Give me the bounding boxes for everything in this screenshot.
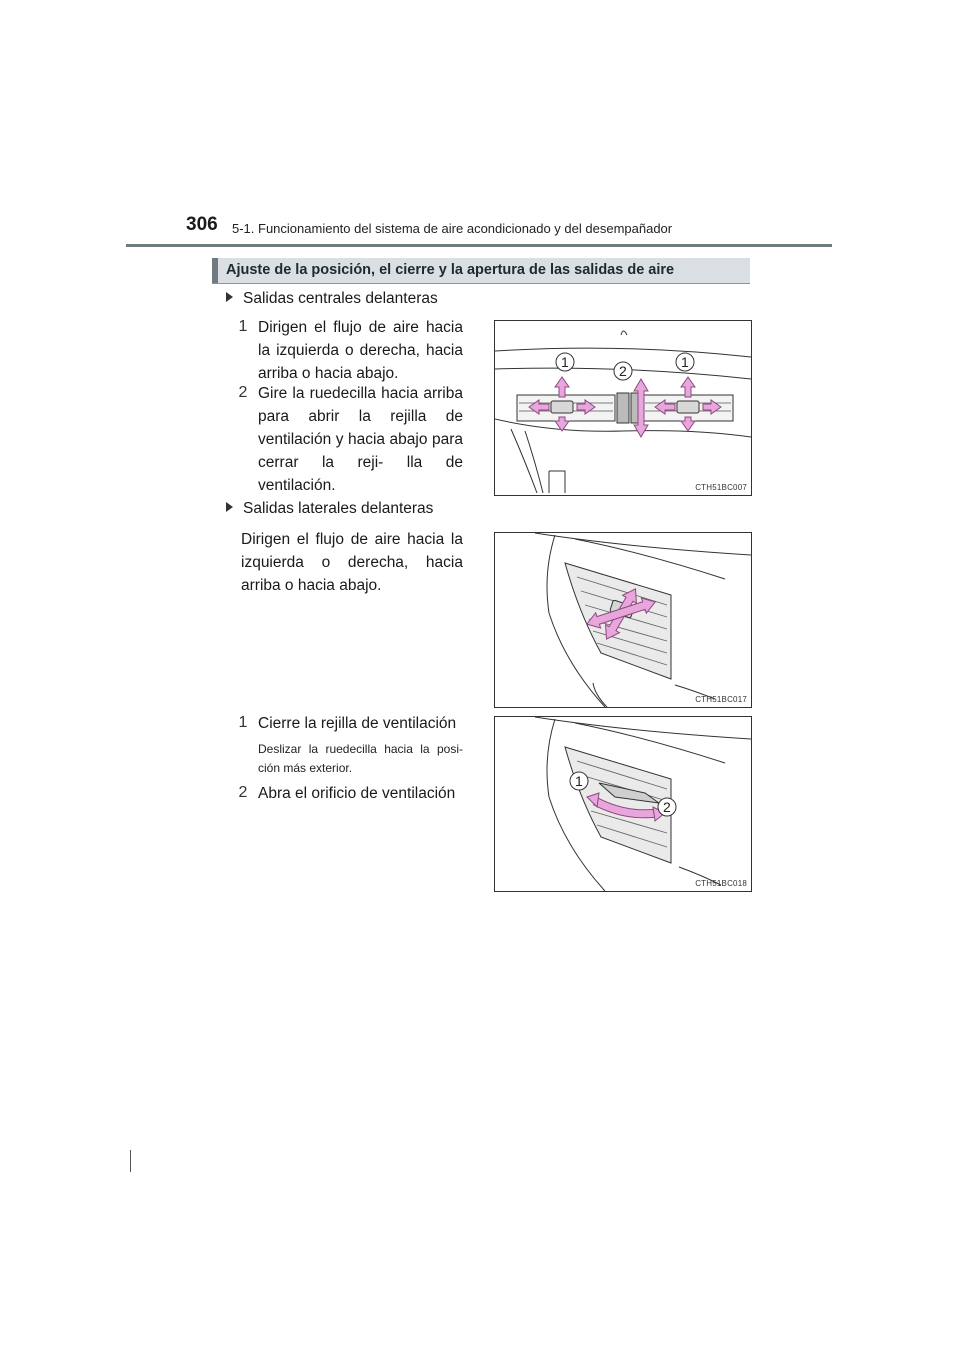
close-vent-note: Deslizar la ruedecilla hacia la posi- ción más exterior. <box>258 742 463 775</box>
figure-code: CTH51BC017 <box>695 695 747 704</box>
figure-center-vents <box>494 320 752 496</box>
center-vents-heading: Salidas centrales delanteras <box>226 290 438 308</box>
header-rule <box>126 244 832 247</box>
margin-mark <box>130 1150 131 1172</box>
side-vents-text: Dirigen el flujo de aire hacia la izquierda o derecha, hacia arriba o hacia abajo. <box>241 531 463 594</box>
item-number: 2 <box>238 784 248 801</box>
open-vent-text: Abra el orificio de ventilación <box>258 785 456 802</box>
center-vents-illustration <box>495 321 751 495</box>
page-number: 306 <box>186 214 218 235</box>
item-number: 1 <box>238 714 248 731</box>
callout-1: 1 <box>575 773 583 789</box>
figure-side-vent-wheel <box>494 716 752 892</box>
figure-code: CTH51BC007 <box>695 483 747 492</box>
bullet-triangle-icon <box>226 502 233 512</box>
side-vents-heading: Salidas laterales delanteras <box>226 500 433 518</box>
figure-side-vents <box>494 532 752 708</box>
section-accent <box>212 258 218 283</box>
center-item-1-text: Dirigen el flujo de aire hacia la izquierda o derecha, hacia arriba o hacia abajo. <box>258 319 463 382</box>
section-title-bar <box>212 258 750 284</box>
bullet-triangle-icon <box>226 292 233 302</box>
callout-1: 1 <box>681 354 689 370</box>
item-number: 1 <box>238 318 248 335</box>
center-item-2-text: Gire la ruedecilla hacia arriba para abrir la rejilla de ventilación y hacia abajo para cerrar la reji- lla de ventilación. <box>258 385 463 494</box>
callout-1: 1 <box>561 354 569 370</box>
callout-2: 2 <box>619 363 627 379</box>
callout-2: 2 <box>663 799 671 815</box>
close-vent-text: Cierre la rejilla de ventilación <box>258 715 457 732</box>
running-title: 5-1. Funcionamiento del sistema de aire acondicionado y del desempañador <box>232 221 673 236</box>
side-vents-illustration <box>495 533 751 707</box>
figure-code: CTH51BC018 <box>695 879 747 888</box>
section-title: Ajuste de la posición, el cierre y la apertura de las salidas de aire <box>226 262 675 278</box>
item-number: 2 <box>238 384 248 401</box>
side-vent-wheel-illustration <box>495 717 751 891</box>
